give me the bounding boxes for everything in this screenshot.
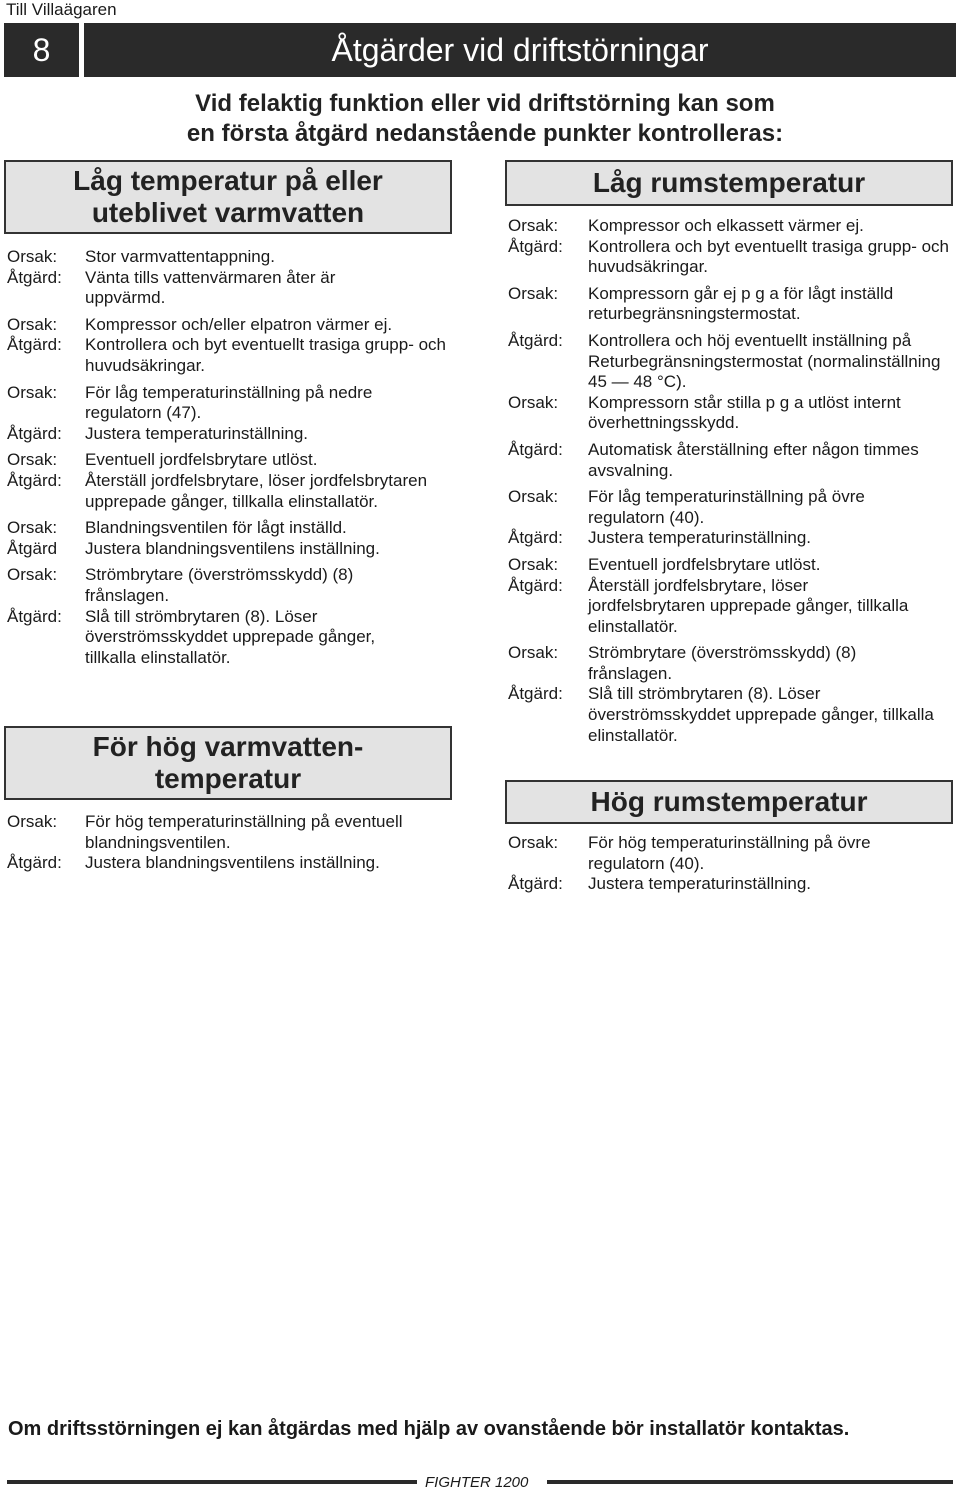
entry-text: För låg temperaturinställning på övre regulatorn (40). [588,487,865,527]
entry-text: Kompressorn står stilla p g a utlöst internt överhettningsskydd. [588,392,901,433]
entry-text: Kontrollera och byt eventuellt trasiga grupp- och huvudsäkringar. [85,335,446,375]
section-title-line-2: uteblivet varmvatten [91,197,365,228]
list-item [508,555,952,576]
footer-note: Om driftsstörningen ej kan åtgärdas med hjälp av ovanstående bör installatör kontaktas. [8,1418,850,1440]
entry-label: Orsak: [508,554,559,574]
entry-label: Åtgärd: [508,528,563,548]
left-section2-list [7,812,447,874]
entry-text: Kompressor och elkassett värmer ej. [588,216,864,235]
entry-text: Automatisk återställning efter någon timmes avsvalning. [588,439,919,480]
entry-label: Orsak: [7,450,58,470]
chapter-number: 8 [4,23,79,77]
intro-line-1: Vid felaktig funktion eller vid driftstörning kan som [195,90,775,117]
list-item [7,471,447,512]
entry-label: Orsak: [7,812,58,831]
right-section1-list [508,216,952,746]
intro-line-2: en första åtgärd nedanstående punkter kontrolleras: [186,120,784,147]
entry-label: Åtgärd [7,538,58,558]
entry-text: Strömbrytare (överströmsskydd) (8) frånslagen. [588,643,857,683]
list-item [7,853,447,874]
page-title: Åtgärder vid driftstörningar [84,23,956,77]
entry-text: Justera temperaturinställning. [588,874,812,894]
list-item [508,528,952,549]
entry-text: Eventuell jordfelsbrytare utlöst. [588,554,821,574]
section-title-line-2: temperatur [154,763,302,794]
entry-text: Justera temperaturinställning. [588,528,812,548]
list-item [7,518,447,539]
list-item [7,247,447,268]
entry-label: Orsak: [508,833,559,852]
list-item [508,216,952,237]
list-item [7,268,447,309]
model-name: FIGHTER 1200 [425,1474,529,1491]
list-item [508,331,952,393]
entry-label: Åtgärd: [7,335,62,355]
section-heading-low-hot-water [4,160,452,234]
entry-label: Orsak: [508,283,559,303]
list-item [7,812,447,853]
page-header [4,23,956,77]
entry-text: Blandningsventilen för lågt inställd. [85,518,347,538]
list-item [7,450,447,471]
footer-rule-right [547,1480,953,1484]
entry-text: För hög temperaturinställning på övre regulatorn (40). [588,833,871,873]
entry-label: Åtgärd: [7,470,62,490]
footer-rule-left [7,1480,417,1484]
entry-label: Orsak: [7,247,58,266]
entry-label: Åtgärd: [508,874,563,894]
entry-text: Kontrollera och höj eventuellt inställning på Returbegränsningstermostat (normalinställning 45 — 48 °C). [588,330,941,392]
section-heading-high-room-temp [505,780,953,824]
entry-text: Strömbrytare (överströmsskydd) (8) frånslagen. [85,565,354,605]
list-item [508,684,952,746]
list-item [7,565,447,606]
entry-text: Justera blandningsventilens inställning. [85,853,380,873]
entry-text: Vänta tills vattenvärmaren åter är uppvärmd. [85,267,336,308]
list-item [508,393,952,434]
right-section2-list [508,833,952,895]
entry-text: Återställ jordfelsbrytare, löser jordfelsbrytaren upprepade gånger, tillkalla elinstallatör. [588,575,909,636]
section-heading-high-hot-water [4,726,452,800]
entry-label: Orsak: [7,382,58,402]
entry-text: Kompressor och/eller elpatron värmer ej. [85,314,393,334]
entry-label: Orsak: [7,314,58,334]
section-title: Hög rumstemperatur [590,786,868,817]
entry-label: Åtgärd: [508,330,563,350]
intro-text [100,89,870,149]
entry-label: Åtgärd: [7,853,62,873]
entry-text: För hög temperaturinställning på eventuell blandningsventilen. [85,812,403,852]
list-item [508,284,952,325]
entry-label: Orsak: [508,487,559,507]
entry-text: Kompressorn går ej p g a för lågt inställd returbegränsningstermostat. [588,283,894,324]
entry-label: Orsak: [7,518,58,538]
list-item [508,833,952,874]
section-heading-low-room-temp [505,160,953,206]
entry-label: Åtgärd: [508,439,563,459]
list-item [7,383,447,424]
entry-label: Orsak: [508,643,559,663]
list-item [508,487,952,528]
list-item [7,539,447,560]
list-item [508,576,952,638]
entry-text: Stor varmvattentappning. [85,247,275,266]
list-item [508,874,952,895]
entry-label: Orsak: [7,565,58,585]
entry-label: Orsak: [508,216,559,235]
top-label: Till Villaägaren [6,0,117,19]
entry-label: Åtgärd: [7,267,62,287]
entry-text: Återställ jordfelsbrytare, löser jordfelsbrytaren upprepade gånger, tillkalla elinstallatör. [85,470,428,511]
list-item [7,315,447,336]
list-item [508,643,952,684]
list-item [7,607,447,669]
left-section1-list [7,247,447,668]
entry-text: Justera blandningsventilens inställning. [85,538,380,558]
entry-label: Orsak: [508,392,559,412]
entry-text: Slå till strömbrytaren (8). Löser överströmsskyddet upprepade gånger, tillkalla elinstallatör. [85,606,376,667]
entry-text: Justera temperaturinställning. [85,423,309,443]
entry-text: Slå till strömbrytaren (8). Löser överströmsskyddet upprepade gånger, tillkalla elinstallatör. [588,684,934,745]
list-item [7,424,447,445]
section-title-line-1: För hög varmvatten- [92,731,364,762]
list-item [508,237,952,278]
entry-label: Åtgärd: [7,423,62,443]
section-title: Låg rumstemperatur [592,167,866,198]
entry-label: Åtgärd: [7,606,62,626]
section-title-line-1: Låg temperatur på eller [73,165,383,196]
list-item [7,335,447,376]
entry-label: Åtgärd: [508,684,563,704]
entry-text: För låg temperaturinställning på nedre regulatorn (47). [85,382,373,423]
entry-label: Åtgärd: [508,575,563,595]
list-item [508,440,952,481]
entry-text: Kontrollera och byt eventuellt trasiga grupp- och huvudsäkringar. [588,236,949,277]
entry-text: Eventuell jordfelsbrytare utlöst. [85,450,318,470]
entry-label: Åtgärd: [508,236,563,256]
